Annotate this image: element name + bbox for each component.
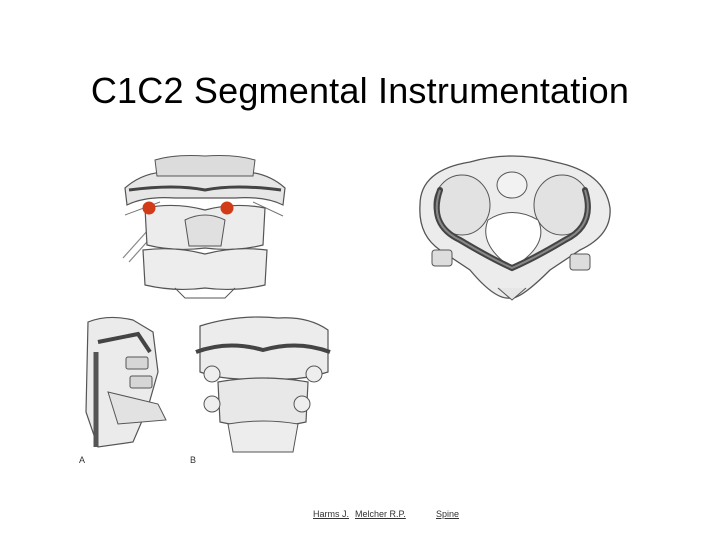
panel-a-label: A bbox=[79, 455, 86, 465]
slide-title: C1C2 Segmental Instrumentation bbox=[90, 70, 630, 111]
panel-b-label: B bbox=[190, 455, 197, 465]
lateral-posterior-views-illustration bbox=[78, 312, 338, 462]
citation-author-2[interactable]: Melcher R.P. bbox=[355, 509, 406, 519]
citation-journal[interactable]: Spine bbox=[436, 509, 460, 519]
posterior-c1c2-illustration bbox=[115, 150, 295, 300]
superior-atlas-illustration bbox=[400, 150, 625, 305]
citation-author-1[interactable]: Harms J. bbox=[313, 509, 349, 519]
